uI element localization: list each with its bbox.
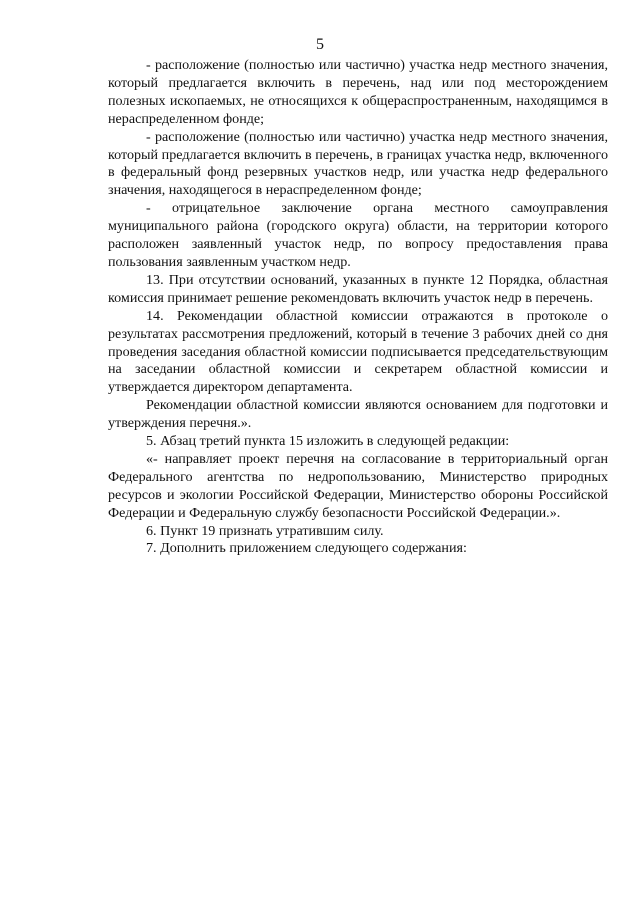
paragraph-bullet-mineral-deposit: - расположение (полностью или частично) участка недр местного значения, который предлагается включить в перечень, над или под месторождением полезных ископаемых, не относящихся к общераспространенным, находящимся в нераспределенном фонде;: [108, 57, 608, 127]
paragraph-bullet-negative-conclusion: - отрицательное заключение органа местного самоуправления муниципального района (городского округа) области, на территории которого расположен заявленный участок недр, по вопросу предоставления права пользования заявленным участком недр.: [108, 200, 608, 270]
paragraph-amendment-5: 5. Абзац третий пункта 15 изложить в следующей редакции:: [146, 433, 510, 450]
paragraph-item-13: 13. При отсутствии оснований, указанных в пункте 12 Порядка, областная комиссия принимает решение рекомендовать включить участок недр в перечень.: [108, 271, 608, 306]
paragraph-item-14: 14. Рекомендации областной комиссии отражаются в протоколе о результатах рассмотрения предложений, который в течение 3 рабочих дней со дня проведения заседания областной комиссии подписывается председательствующим на заседании областной комиссии и секретарем областной комиссии и утверждается директором департамента.: [108, 307, 608, 396]
page-number: 5: [316, 36, 324, 53]
paragraph-amendment-6: 6. Пункт 19 признать утратившим силу.: [146, 522, 384, 539]
document-body: [108, 57, 608, 558]
paragraph-amendment-7: 7. Дополнить приложением следующего содержания:: [146, 540, 467, 557]
paragraph-amendment-5-text: «- направляет проект перечня на согласование в территориальный орган Федерального агентства по недропользованию, Министерство природных ресурсов и экологии Российской Федерации, Министерство обороны Российской Федерации и Федеральную службу безопасности Российской Федерации.».: [108, 450, 608, 521]
paragraph-bullet-reserve-fund: - расположение (полностью или частично) участка недр местного значения, который предлагается включить в перечень, в границах участка недр, включенного в федеральный фонд резервных участков недр, или участка недр федерального значения, находящегося в нераспределенном фонде;: [108, 128, 608, 199]
paragraph-recommendations: Рекомендации областной комиссии являются основанием для подготовки и утверждения перечня.».: [108, 397, 608, 432]
